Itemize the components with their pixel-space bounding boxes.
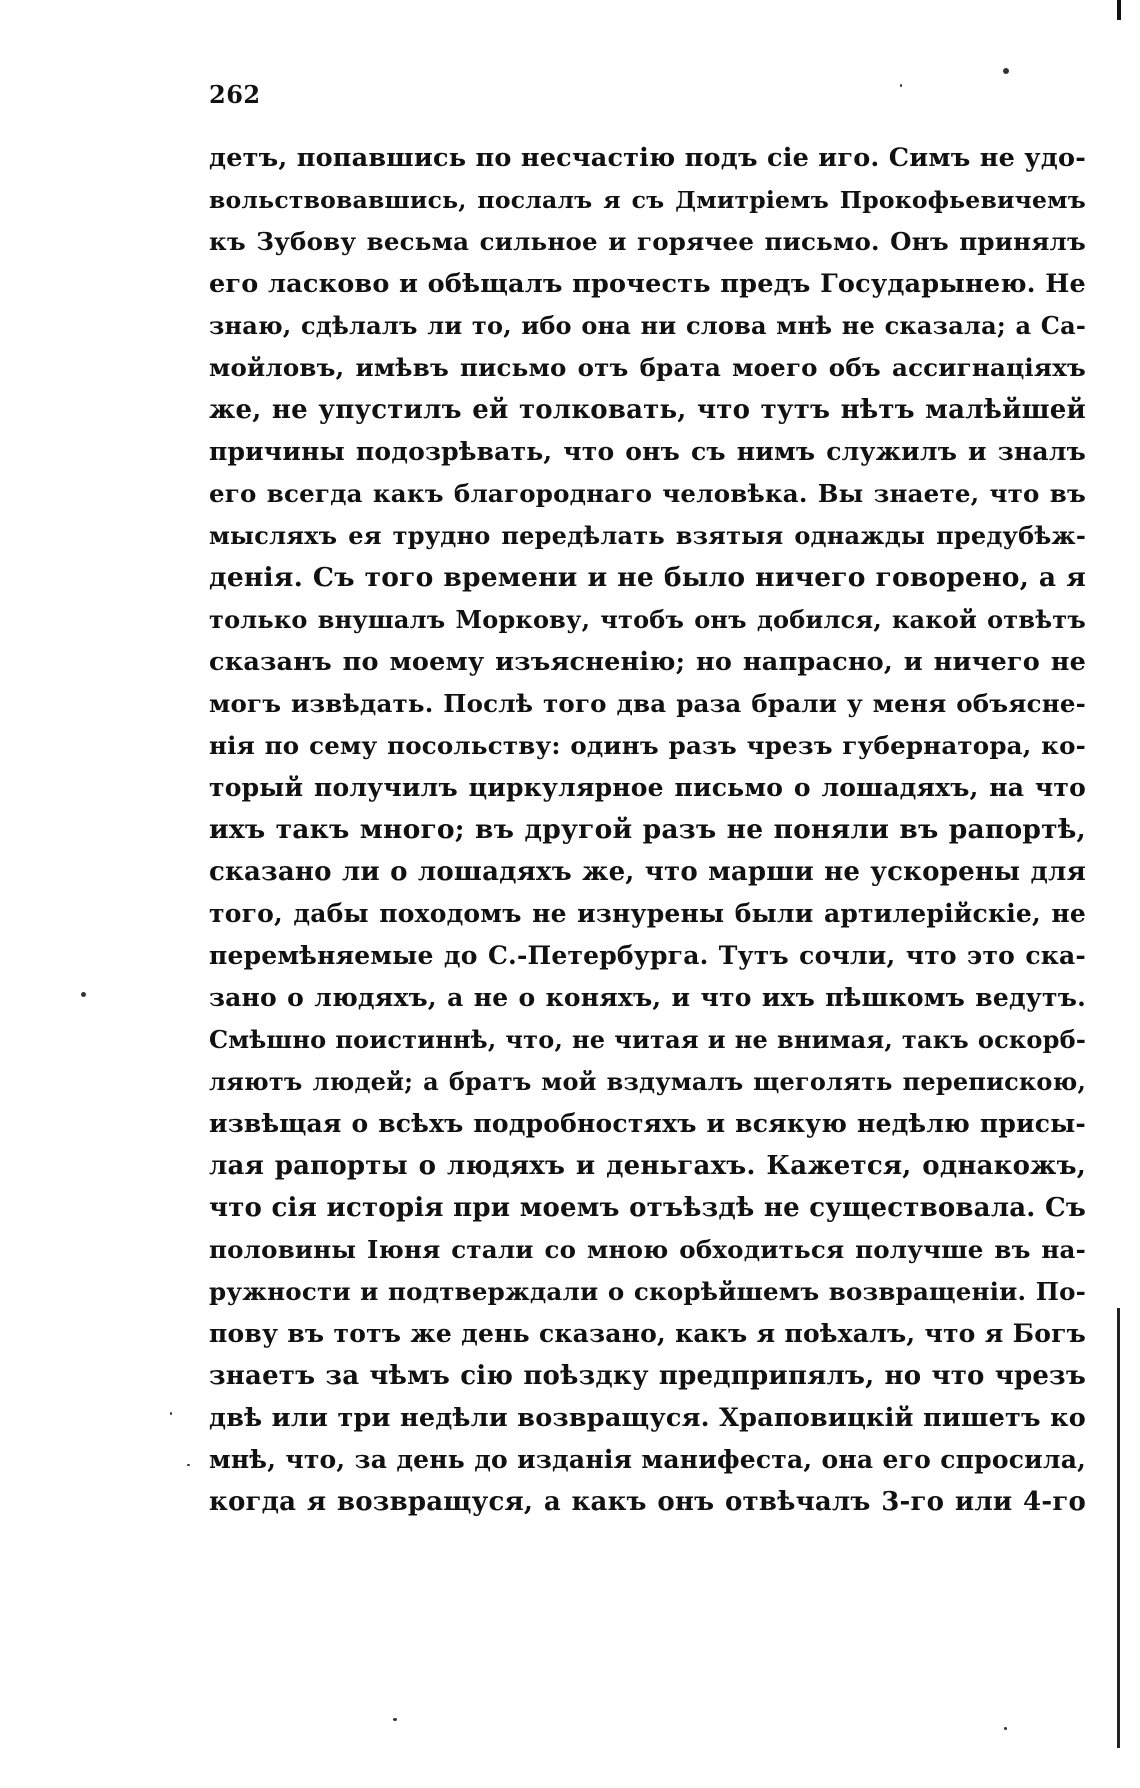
- text-line: ихъ такъ много; въ другой разъ не поняли въ рапортѣ,: [209, 814, 1086, 845]
- text-line: знаю, сдѣлалъ ли то, ибо она ни слова мнѣ не сказала; а Са-: [209, 311, 1086, 340]
- text-line: знаетъ за чѣмъ сію поѣздку предприпялъ, но что чрезъ: [209, 1361, 1086, 1391]
- text-line: денія. Съ того времени и не было ничего говорено, а я: [209, 562, 1086, 593]
- scan-speck: [393, 1718, 397, 1721]
- text-line: ружности и подтверждали о скорѣйшемъ возвращеніи. По-: [209, 1277, 1086, 1306]
- scan-speck: [900, 84, 902, 87]
- scan-speck: [187, 1464, 190, 1466]
- text-line: извѣщая о всѣхъ подробностяхъ и всякую недѣлю присы-: [209, 1109, 1086, 1138]
- text-line: лая рапорты о людяхъ и деньгахъ. Кажется, однакожъ,: [209, 1151, 1086, 1181]
- text-line: половины Іюня стали со мною обходиться получше въ на-: [209, 1235, 1086, 1264]
- body-text: [209, 137, 1086, 1523]
- text-line: что сія исторія при моемъ отъѣздѣ не существовала. Съ: [209, 1193, 1086, 1223]
- text-line: того, дабы походомъ не изнурены были артилерійскіе, не: [209, 899, 1086, 928]
- text-line: его ласково и обѣщалъ прочесть предъ Государынею. Не: [209, 269, 1086, 299]
- text-line: сказано ли о лошадяхъ же, что марши не ускорены для: [209, 857, 1086, 887]
- text-line: могъ извѣдать. Послѣ того два раза брали у меня объясне-: [209, 689, 1086, 718]
- text-line: причины подозрѣвать, что онъ съ нимъ служилъ и зналъ: [209, 437, 1086, 466]
- text-line: сказанъ по моему изъясненію; но напрасно, и ничего не: [209, 647, 1086, 677]
- scan-speck: [1004, 1727, 1007, 1730]
- page-edge-line: [1117, 1308, 1120, 1748]
- page-number: 262: [209, 80, 261, 109]
- text-line: когда я возвращуся, а какъ онъ отвѣчалъ 3-го или 4-го: [209, 1487, 1086, 1517]
- text-line: мысляхъ ея трудно передѣлать взятыя однажды предубѣж-: [209, 521, 1086, 550]
- text-line: его всегда какъ благороднаго человѣка. Вы знаете, что въ: [209, 479, 1086, 508]
- text-line: перемѣняемые до С.-Петербурга. Тутъ сочли, что это ска-: [209, 941, 1086, 970]
- text-line: же, не упустилъ ей толковать, что тутъ нѣтъ малѣйшей: [209, 395, 1086, 425]
- text-line: ляютъ людей; а братъ мой вздумалъ щеголять перепискою,: [209, 1067, 1086, 1096]
- text-line: къ Зубову весьма сильное и горячее письмо. Онъ принялъ: [209, 227, 1086, 256]
- scan-speck: [170, 1412, 172, 1415]
- text-line: мойловъ, имѣвъ письмо отъ брата моего объ ассигнаціяхъ: [209, 353, 1086, 382]
- text-line: торый получилъ циркулярное письмо о лошадяхъ, на что: [209, 773, 1086, 802]
- text-line: Смѣшно поистиннѣ, что, не читая и не внимая, такъ оскорб-: [209, 1025, 1086, 1054]
- text-line: мнѣ, что, за день до изданія манифеста, она его спросила,: [209, 1445, 1086, 1474]
- text-line: пову въ тотъ же день сказано, какъ я поѣхалъ, что я Богъ: [209, 1319, 1086, 1348]
- text-line: зано о людяхъ, а не о коняхъ, и что ихъ пѣшкомъ ведутъ.: [209, 983, 1086, 1012]
- scan-speck: [81, 992, 86, 997]
- page-edge-mark-top: [1117, 0, 1121, 20]
- scan-speck: [1003, 68, 1009, 74]
- text-line: детъ, попавшись по несчастію подъ сіе иго. Симъ не удо-: [209, 143, 1086, 173]
- text-line: только внушалъ Моркову, чтобъ онъ добился, какой отвѣтъ: [209, 605, 1086, 634]
- text-line: двѣ или три недѣли возвращуся. Храповицкій пишетъ ко: [209, 1403, 1086, 1433]
- text-line: нія по сему посольству: одинъ разъ чрезъ губернатора, ко-: [209, 731, 1086, 760]
- text-line: вольствовавшись, послалъ я съ Дмитріемъ Прокофьевичемъ: [209, 186, 1086, 214]
